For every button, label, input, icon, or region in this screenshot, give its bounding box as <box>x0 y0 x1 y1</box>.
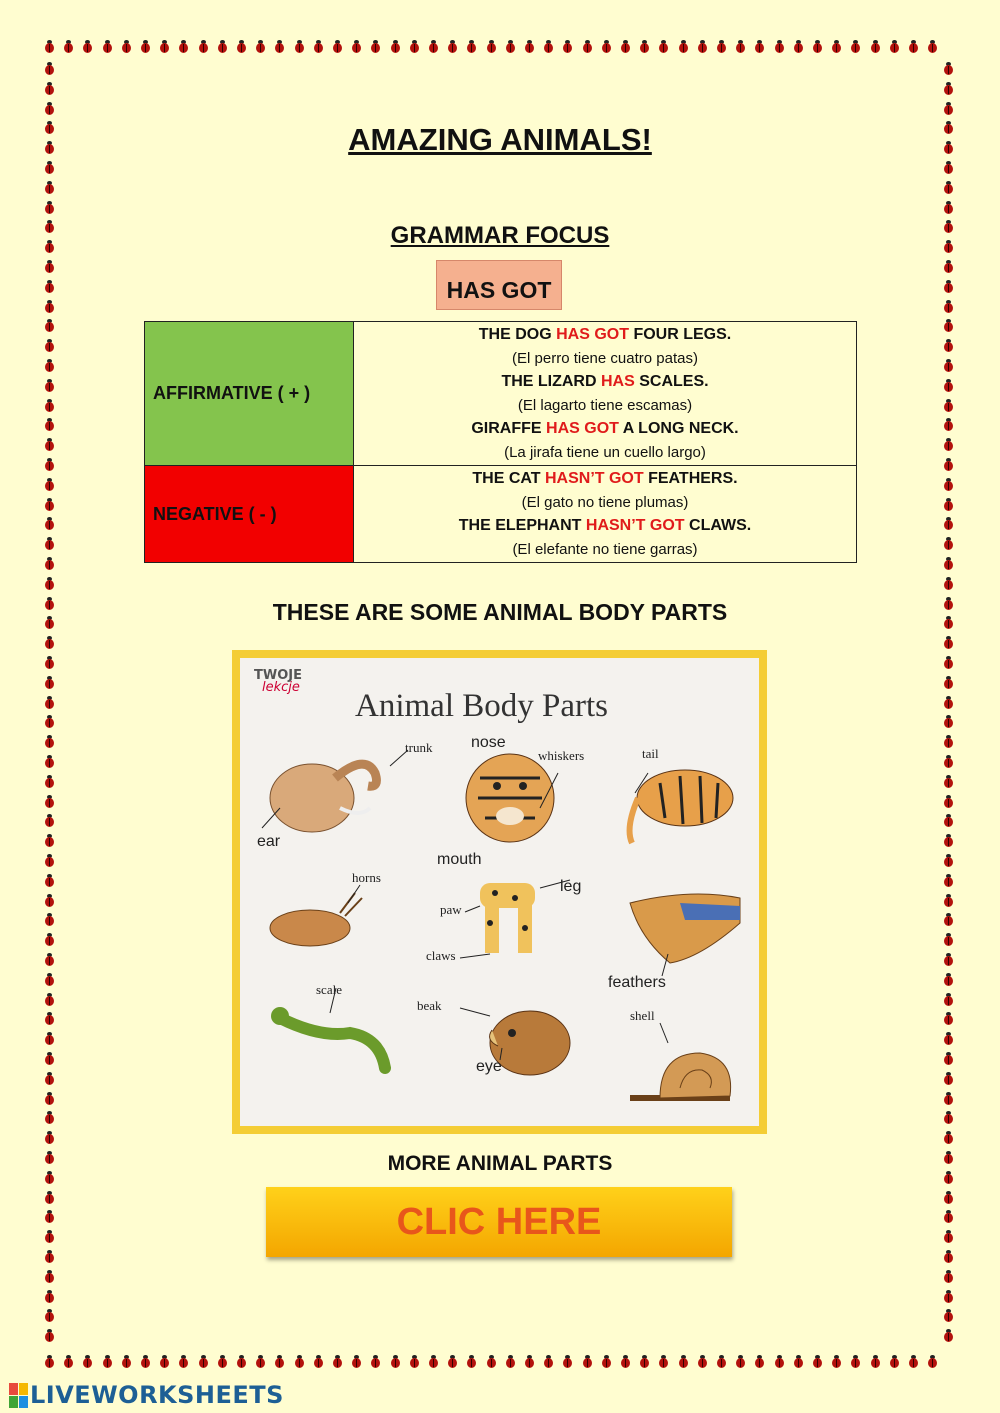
ladybug-icon <box>274 1355 285 1368</box>
ladybug-icon <box>140 1355 151 1368</box>
ladybug-icon <box>943 735 954 748</box>
ladybug-icon <box>44 1329 55 1342</box>
ladybug-icon <box>831 40 842 53</box>
ladybug-icon <box>582 1355 593 1368</box>
sentence: GIRAFFE HAS GOT A LONG NECK. <box>471 420 739 437</box>
ladybug-icon <box>562 1355 573 1368</box>
ladybug-icon <box>217 40 228 53</box>
ladybug-icon <box>351 1355 362 1368</box>
ladybug-icon <box>198 40 209 53</box>
translation: (El lagarto tiene escamas) <box>517 396 693 414</box>
label-whiskers: whiskers <box>538 748 585 763</box>
ladybug-icon <box>44 1131 55 1144</box>
ladybug-icon <box>44 201 55 214</box>
ladybug-icon <box>812 40 823 53</box>
sentence: THE CAT HASN’T GOT FEATHERS. <box>472 470 738 487</box>
ladybug-icon <box>793 1355 804 1368</box>
ladybug-icon <box>44 82 55 95</box>
ladybug-icon <box>943 696 954 709</box>
ladybug-icon <box>44 498 55 511</box>
ladybug-icon <box>639 40 650 53</box>
ladybug-icon <box>121 40 132 53</box>
ladybug-icon <box>102 1355 113 1368</box>
ladybug-icon <box>943 814 954 827</box>
ladybug-icon <box>44 1355 55 1368</box>
ladybug-icon <box>44 418 55 431</box>
ladybug-icon <box>44 260 55 273</box>
ladybug-icon <box>486 40 497 53</box>
ladybug-icon <box>409 40 420 53</box>
ladybug-icon <box>943 181 954 194</box>
ladybug-icon <box>44 1290 55 1303</box>
ladybug-icon <box>63 40 74 53</box>
ladybug-icon <box>943 913 954 926</box>
ladybug-icon <box>486 1355 497 1368</box>
ladybug-icon <box>44 755 55 768</box>
ladybug-icon <box>870 40 881 53</box>
ladybug-icon <box>943 62 954 75</box>
ladybug-icon <box>466 40 477 53</box>
ladybug-icon <box>943 280 954 293</box>
ladybug-icon <box>943 537 954 550</box>
ladybug-icon <box>159 40 170 53</box>
translation: (El gato no tiene plumas) <box>521 493 689 511</box>
ladybug-icon <box>44 1250 55 1263</box>
ladybug-icon <box>943 557 954 570</box>
ladybug-icon <box>735 40 746 53</box>
ladybug-icon <box>505 40 516 53</box>
label-tail: tail <box>642 746 659 761</box>
ladybug-icon <box>754 1355 765 1368</box>
ladybug-icon <box>44 1210 55 1223</box>
ladybug-icon <box>943 260 954 273</box>
ladybug-icon <box>44 339 55 352</box>
page-title: AMAZING ANIMALS! <box>348 122 652 157</box>
ladybug-icon <box>44 993 55 1006</box>
label-scale: scale <box>316 982 342 997</box>
ladybug-icon <box>44 636 55 649</box>
ladybug-icon <box>543 40 554 53</box>
ladybug-icon <box>943 933 954 946</box>
ladybug-icon <box>44 1032 55 1045</box>
ladybug-icon <box>44 1309 55 1322</box>
affirmative-sentences <box>354 322 857 466</box>
label-beak: beak <box>417 998 442 1013</box>
sentence: THE ELEPHANT HASN’T GOT CLAWS. <box>458 517 752 534</box>
ladybug-icon <box>870 1355 881 1368</box>
label-paw: paw <box>440 902 462 917</box>
ladybug-icon <box>943 1290 954 1303</box>
more-animal-parts-heading: MORE ANIMAL PARTS <box>387 1152 613 1175</box>
ladybug-icon <box>639 1355 650 1368</box>
ladybug-icon <box>943 517 954 530</box>
ladybug-icon <box>943 319 954 332</box>
ladybug-icon <box>447 1355 458 1368</box>
translation: (La jirafa tiene un cuello largo) <box>504 443 706 461</box>
ladybug-icon <box>44 280 55 293</box>
ladybug-icon <box>943 775 954 788</box>
label-leg: leg <box>560 878 582 895</box>
ladybug-icon <box>44 1270 55 1283</box>
ladybug-icon <box>44 379 55 392</box>
negative-row <box>145 466 857 563</box>
ladybug-icon <box>943 161 954 174</box>
ladybug-icon <box>943 854 954 867</box>
ladybug-icon <box>332 40 343 53</box>
ladybug-icon <box>44 1012 55 1025</box>
ladybug-icon <box>943 1072 954 1085</box>
ladybug-icon <box>44 894 55 907</box>
twoje-lekcje-logo <box>254 670 302 694</box>
ladybug-icon <box>908 40 919 53</box>
tiger-body-illustration <box>630 770 733 843</box>
ladybug-icon <box>390 40 401 53</box>
ladybug-icon <box>943 300 954 313</box>
ladybug-icon <box>255 40 266 53</box>
ladybug-icon <box>943 1092 954 1105</box>
picture-title: Animal Body Parts <box>355 688 608 724</box>
snail-illustration <box>270 893 362 946</box>
ladybug-icon <box>850 1355 861 1368</box>
ladybug-icon <box>390 1355 401 1368</box>
logo-top: TWOJE <box>254 668 302 683</box>
ladybug-icon <box>44 161 55 174</box>
ladybug-icon <box>889 1355 900 1368</box>
label-horns: horns <box>352 870 381 885</box>
elephant-illustration <box>270 764 376 832</box>
ladybug-icon <box>943 418 954 431</box>
ladybug-icon <box>943 1012 954 1025</box>
ladybug-icon <box>44 399 55 412</box>
ladybug-icon <box>44 814 55 827</box>
logo-bottom: lekcje <box>262 680 300 695</box>
ladybug-icon <box>943 102 954 115</box>
ladybug-icon <box>178 1355 189 1368</box>
ladybug-icon <box>236 40 247 53</box>
tiger-head-illustration <box>466 754 554 842</box>
ladybug-icon <box>44 795 55 808</box>
ladybug-icon <box>447 40 458 53</box>
ladybug-icon <box>943 82 954 95</box>
animal-illustrations <box>240 658 759 1126</box>
affirmative-row <box>145 322 857 466</box>
ladybug-icon <box>943 755 954 768</box>
ladybug-icon <box>44 319 55 332</box>
brand-name: LIVEWORKSHEETS <box>30 1381 284 1409</box>
ladybug-icon <box>217 1355 228 1368</box>
ladybug-icon <box>255 1355 266 1368</box>
ladybug-icon <box>332 1355 343 1368</box>
label-shell: shell <box>630 1008 655 1023</box>
negative-sentences <box>354 466 857 563</box>
has-got-badge: HAS GOT <box>436 260 562 310</box>
ladybug-icon <box>44 102 55 115</box>
sentence: THE DOG HAS GOT FOUR LEGS. <box>478 326 732 343</box>
ladybug-icon <box>774 1355 785 1368</box>
translation: (El perro tiene cuatro patas) <box>512 349 698 367</box>
ladybug-icon <box>908 1355 919 1368</box>
ladybug-icon <box>850 40 861 53</box>
ladybug-icon <box>943 339 954 352</box>
ladybug-icon <box>370 40 381 53</box>
ladybug-icon <box>943 874 954 887</box>
ladybug-icon <box>943 359 954 372</box>
ladybug-icon <box>44 735 55 748</box>
ladybug-icon <box>313 40 324 53</box>
ladybug-icon <box>601 1355 612 1368</box>
lizard-illustration <box>271 1007 385 1068</box>
ladybug-icon <box>943 636 954 649</box>
ladybug-icon <box>889 40 900 53</box>
ladybug-icon <box>44 913 55 926</box>
ladybug-icon <box>943 715 954 728</box>
ladybug-icon <box>716 1355 727 1368</box>
ladybug-icon <box>943 1210 954 1223</box>
label-mouth: mouth <box>437 851 482 868</box>
ladybug-icon <box>943 1309 954 1322</box>
negative-label: NEGATIVE ( - ) <box>145 466 354 563</box>
ladybug-icon <box>44 1052 55 1065</box>
ladybug-icon <box>274 40 285 53</box>
ladybug-icon <box>44 1191 55 1204</box>
ladybug-icon <box>44 874 55 887</box>
ladybug-icon <box>943 478 954 491</box>
ladybug-icon <box>943 993 954 1006</box>
ladybug-icon <box>44 1230 55 1243</box>
ladybug-icon <box>697 40 708 53</box>
translation: (El elefante no tiene garras) <box>512 540 698 558</box>
ladybug-icon <box>44 478 55 491</box>
ladybug-icon <box>943 1052 954 1065</box>
ladybug-icon <box>943 438 954 451</box>
ladybug-icon <box>524 40 535 53</box>
ladybug-icon <box>44 1072 55 1085</box>
ladybug-icon <box>44 1111 55 1124</box>
ladybug-icon <box>313 1355 324 1368</box>
ladybug-icon <box>44 517 55 530</box>
ladybug-icon <box>601 40 612 53</box>
ladybug-icon <box>121 1355 132 1368</box>
ladybug-icon <box>44 537 55 550</box>
ladybug-icon <box>428 1355 439 1368</box>
label-ear: ear <box>257 833 281 850</box>
ladybug-icon <box>943 1230 954 1243</box>
ladybug-icon <box>44 854 55 867</box>
ladybug-icon <box>943 1250 954 1263</box>
ladybug-icon <box>466 1355 477 1368</box>
ladybug-icon <box>44 715 55 728</box>
label-nose: nose <box>471 734 506 751</box>
wing-illustration <box>630 894 740 963</box>
label-claws: claws <box>426 948 456 963</box>
ladybug-icon <box>44 181 55 194</box>
ladybug-icon <box>943 676 954 689</box>
label-feathers: feathers <box>608 974 666 991</box>
ladybug-icon <box>943 1111 954 1124</box>
ladybug-icon <box>658 1355 669 1368</box>
ladybug-icon <box>351 40 362 53</box>
ladybug-icon <box>524 1355 535 1368</box>
ladybug-icon <box>943 1329 954 1342</box>
ladybug-icon <box>678 1355 689 1368</box>
body-parts-heading: THESE ARE SOME ANIMAL BODY PARTS <box>272 599 728 625</box>
ladybug-icon <box>44 1092 55 1105</box>
ladybug-icon <box>178 40 189 53</box>
ladybug-icon <box>44 557 55 570</box>
ladybug-icon <box>198 1355 209 1368</box>
ladybug-icon <box>927 40 938 53</box>
ladybug-icon <box>943 201 954 214</box>
ladybug-icon <box>44 676 55 689</box>
ladybug-icon <box>943 1131 954 1144</box>
ladybug-icon <box>943 894 954 907</box>
ladybug-icon <box>943 577 954 590</box>
snail-shell-illustration <box>630 1053 731 1098</box>
ladybug-icon <box>44 696 55 709</box>
ladybug-icon <box>44 577 55 590</box>
ladybug-icon <box>943 953 954 966</box>
ladybug-icon <box>774 40 785 53</box>
ladybug-icon <box>44 458 55 471</box>
label-trunk: trunk <box>405 740 433 755</box>
ladybug-icon <box>44 656 55 669</box>
ladybug-icon <box>82 40 93 53</box>
affirmative-label: AFFIRMATIVE ( + ) <box>145 322 354 466</box>
ladybug-icon <box>943 1270 954 1283</box>
ladybug-icon <box>102 40 113 53</box>
ladybug-icon <box>716 40 727 53</box>
ladybug-icon <box>678 40 689 53</box>
ladybug-icon <box>409 1355 420 1368</box>
ladybug-icon <box>943 498 954 511</box>
ladybug-icon <box>562 40 573 53</box>
ladybug-icon <box>294 1355 305 1368</box>
ladybug-icon <box>44 40 55 53</box>
ladybug-icon <box>943 656 954 669</box>
clic-here-button[interactable]: CLIC HERE <box>266 1187 732 1257</box>
ladybug-icon <box>620 40 631 53</box>
ladybug-icon <box>236 1355 247 1368</box>
ladybug-icon <box>82 1355 93 1368</box>
ladybug-icon <box>505 1355 516 1368</box>
grammar-focus-heading: GRAMMAR FOCUS <box>390 222 610 249</box>
ladybug-icon <box>44 973 55 986</box>
ladybug-icon <box>44 953 55 966</box>
ladybug-icon <box>812 1355 823 1368</box>
ladybug-icon <box>697 1355 708 1368</box>
ladybug-icon <box>44 359 55 372</box>
ladybug-icon <box>658 40 669 53</box>
cheetah-leg-illustration <box>480 883 535 953</box>
ladybug-icon <box>44 300 55 313</box>
ladybug-icon <box>44 834 55 847</box>
liveworksheets-brand <box>9 1381 284 1409</box>
ladybug-icon <box>735 1355 746 1368</box>
ladybug-icon <box>927 1355 938 1368</box>
ladybug-icon <box>44 775 55 788</box>
grammar-table <box>144 321 857 563</box>
ladybug-icon <box>943 379 954 392</box>
ladybug-icon <box>620 1355 631 1368</box>
label-eye: eye <box>476 1058 502 1075</box>
ladybug-icon <box>44 62 55 75</box>
liveworksheets-logo-icon <box>9 1383 27 1407</box>
ladybug-icon <box>140 40 151 53</box>
ladybug-icon <box>943 1191 954 1204</box>
animal-body-parts-picture <box>232 650 767 1134</box>
ladybug-icon <box>159 1355 170 1368</box>
ladybug-icon <box>543 1355 554 1368</box>
sentence: THE LIZARD HAS SCALES. <box>501 373 709 390</box>
ladybug-icon <box>943 973 954 986</box>
ladybug-icon <box>943 458 954 471</box>
ladybug-icon <box>943 795 954 808</box>
ladybug-icon <box>428 40 439 53</box>
ladybug-icon <box>63 1355 74 1368</box>
ladybug-icon <box>943 399 954 412</box>
ladybug-icon <box>831 1355 842 1368</box>
ladybug-icon <box>793 40 804 53</box>
ladybug-icon <box>370 1355 381 1368</box>
ladybug-icon <box>44 438 55 451</box>
ladybug-icon <box>44 933 55 946</box>
picture-canvas <box>240 658 759 1126</box>
ladybug-icon <box>943 834 954 847</box>
ladybug-icon <box>294 40 305 53</box>
ladybug-icon <box>754 40 765 53</box>
ladybug-icon <box>582 40 593 53</box>
ladybug-icon <box>943 1032 954 1045</box>
